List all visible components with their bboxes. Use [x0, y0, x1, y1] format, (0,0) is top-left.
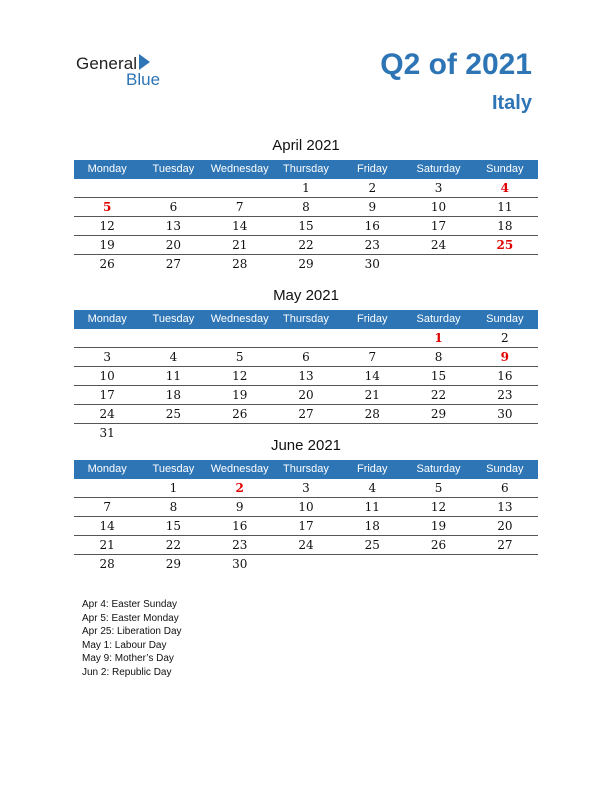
- day-cell: 25: [364, 538, 380, 552]
- day-cell: 1: [302, 181, 310, 195]
- day-cell: 2: [368, 181, 377, 195]
- empty-day-cell: [273, 329, 339, 347]
- weekday-saturday: Saturday: [416, 163, 461, 175]
- holiday-item: Jun 2: Republic Day: [82, 666, 172, 678]
- week-row: [74, 198, 538, 217]
- week-row: [74, 555, 538, 573]
- day-cell: 3: [302, 481, 310, 495]
- weekday-thursday: Thursday: [283, 313, 329, 325]
- day-cell: 15: [430, 369, 447, 383]
- week-row: [74, 536, 538, 555]
- empty-day-cell: [74, 479, 140, 497]
- empty-day-cell: [140, 179, 206, 197]
- month-title: June 2021: [270, 437, 342, 454]
- day-cell: 21: [232, 238, 248, 252]
- day-cell: 9: [235, 500, 244, 514]
- weekday-header-row: [74, 160, 538, 179]
- day-cell: 26: [99, 257, 115, 271]
- day-cell: 21: [99, 538, 115, 552]
- empty-day-cell: [405, 555, 471, 573]
- day-cell: 29: [430, 407, 447, 421]
- day-cell: 16: [232, 519, 248, 533]
- day-cell: 19: [232, 388, 248, 402]
- day-cell: 18: [364, 519, 380, 533]
- empty-day-cell: [207, 329, 273, 347]
- day-cell: 7: [103, 500, 111, 514]
- week-row: [74, 386, 538, 405]
- weekday-sunday: Sunday: [486, 463, 524, 475]
- day-cell: 4: [169, 350, 178, 364]
- day-cell: 30: [364, 257, 380, 271]
- week-row: [74, 236, 538, 255]
- day-cell: 28: [364, 407, 380, 421]
- holiday-item: May 1: Labour Day: [82, 639, 167, 651]
- weekday-wednesday: Wednesday: [210, 163, 269, 175]
- day-cell: 21: [364, 388, 380, 402]
- weekday-monday: Monday: [87, 463, 127, 475]
- day-cell: 18: [165, 388, 182, 402]
- day-cell: 7: [235, 200, 244, 214]
- day-cell: 17: [298, 519, 314, 533]
- weekday-header-row: [74, 460, 538, 479]
- day-cell: 6: [501, 481, 509, 495]
- day-cell: 1: [169, 481, 178, 495]
- day-cell: 5: [235, 350, 244, 364]
- day-cell: 25: [496, 238, 514, 252]
- day-cell: 18: [497, 219, 513, 233]
- day-cell: 27: [165, 257, 182, 271]
- day-cell: 14: [99, 519, 115, 533]
- brand-blue-text: Blue: [126, 70, 161, 89]
- brand-general-text: General: [76, 54, 138, 73]
- day-cell: 3: [434, 181, 443, 195]
- day-cell: 23: [364, 238, 380, 252]
- empty-day-cell: [339, 555, 405, 573]
- day-cell: 22: [430, 388, 447, 402]
- day-cell: 9: [368, 200, 377, 214]
- day-cell: 24: [430, 238, 447, 252]
- month-title: April 2021: [272, 137, 340, 154]
- day-cell: 4: [500, 181, 509, 195]
- day-cell: 29: [165, 557, 182, 571]
- weekday-wednesday: Wednesday: [210, 463, 269, 475]
- day-cell: 26: [232, 407, 248, 421]
- day-cell: 11: [364, 500, 380, 514]
- day-cell: 2: [501, 331, 509, 345]
- weekday-tuesday: Tuesday: [152, 313, 195, 325]
- day-cell: 30: [497, 407, 513, 421]
- holiday-list: [82, 598, 182, 679]
- day-cell: 11: [165, 369, 182, 383]
- day-cell: 26: [430, 538, 447, 552]
- weekday-header-row: [74, 310, 538, 329]
- day-cell: 9: [500, 350, 509, 364]
- empty-day-cell: [472, 255, 538, 273]
- day-cell: 1: [434, 331, 443, 345]
- week-row: [74, 255, 538, 273]
- weekday-sunday: Sunday: [486, 163, 524, 175]
- day-cell: 13: [165, 219, 182, 233]
- weekday-saturday: Saturday: [416, 313, 461, 325]
- holiday-item: Apr 25: Liberation Day: [82, 626, 182, 637]
- day-cell: 20: [165, 238, 182, 252]
- day-cell: 20: [298, 388, 314, 402]
- day-cell: 17: [99, 388, 115, 402]
- month-may: [74, 286, 538, 442]
- day-cell: 19: [99, 238, 115, 252]
- weekday-wednesday: Wednesday: [210, 313, 269, 325]
- weekday-saturday: Saturday: [416, 463, 461, 475]
- day-cell: 12: [99, 219, 115, 233]
- day-cell: 31: [99, 426, 115, 440]
- empty-day-cell: [472, 555, 538, 573]
- month-april: [74, 136, 538, 273]
- empty-day-cell: [74, 329, 140, 347]
- day-cell: 27: [497, 538, 513, 552]
- day-cell: 19: [430, 519, 447, 533]
- month-june: [74, 436, 538, 573]
- day-cell: 7: [368, 350, 377, 364]
- month-title: May 2021: [273, 287, 339, 304]
- day-cell: 16: [497, 369, 513, 383]
- empty-day-cell: [207, 179, 273, 197]
- weekday-monday: Monday: [87, 313, 127, 325]
- day-cell: 20: [497, 519, 513, 533]
- day-cell: 30: [232, 557, 248, 571]
- empty-day-cell: [273, 555, 339, 573]
- week-row: [74, 348, 538, 367]
- day-cell: 28: [99, 557, 115, 571]
- day-cell: 15: [298, 219, 314, 233]
- day-cell: 14: [232, 219, 248, 233]
- country-name: Italy: [491, 92, 532, 114]
- day-cell: 5: [434, 481, 443, 495]
- day-cell: 28: [232, 257, 248, 271]
- empty-day-cell: [339, 329, 405, 347]
- day-cell: 13: [497, 500, 513, 514]
- day-cell: 23: [497, 388, 513, 402]
- day-cell: 13: [298, 369, 314, 383]
- week-row: [74, 179, 538, 198]
- day-cell: 10: [430, 200, 447, 214]
- holiday-item: May 9: Mother’s Day: [82, 653, 174, 664]
- day-cell: 12: [232, 369, 248, 383]
- day-cell: 12: [430, 500, 447, 514]
- weekday-thursday: Thursday: [283, 163, 329, 175]
- day-cell: 16: [364, 219, 380, 233]
- weekday-tuesday: Tuesday: [152, 463, 195, 475]
- day-cell: 23: [232, 538, 248, 552]
- day-cell: 5: [102, 200, 112, 214]
- day-cell: 6: [169, 200, 178, 214]
- day-cell: 8: [302, 200, 310, 214]
- day-cell: 24: [298, 538, 314, 552]
- day-cell: 22: [298, 238, 314, 252]
- day-cell: 4: [368, 481, 377, 495]
- day-cell: 10: [298, 500, 314, 514]
- weekday-friday: Friday: [356, 163, 388, 175]
- week-row: [74, 498, 538, 517]
- empty-day-cell: [405, 255, 471, 273]
- week-row: [74, 329, 538, 348]
- weekday-thursday: Thursday: [283, 463, 329, 475]
- day-cell: 8: [169, 500, 178, 514]
- week-row: [74, 217, 538, 236]
- weekday-sunday: Sunday: [486, 313, 524, 325]
- week-row: [74, 479, 538, 498]
- day-cell: 14: [364, 369, 380, 383]
- day-cell: 22: [165, 538, 182, 552]
- day-cell: 15: [165, 519, 182, 533]
- empty-day-cell: [140, 329, 206, 347]
- day-cell: 29: [298, 257, 314, 271]
- day-cell: 2: [235, 481, 244, 495]
- day-cell: 6: [302, 350, 310, 364]
- day-cell: 27: [298, 407, 314, 421]
- day-cell: 8: [434, 350, 443, 364]
- weekday-tuesday: Tuesday: [152, 163, 195, 175]
- holiday-item: Apr 4: Easter Sunday: [82, 599, 178, 610]
- empty-day-cell: [74, 179, 140, 197]
- brand-triangle-icon: [139, 54, 150, 70]
- weekday-monday: Monday: [87, 163, 127, 175]
- day-cell: 3: [103, 350, 111, 364]
- day-cell: 25: [165, 407, 182, 421]
- week-row: [74, 367, 538, 386]
- day-cell: 11: [497, 200, 513, 214]
- week-row: [74, 405, 538, 424]
- week-row: [74, 517, 538, 536]
- holiday-item: Apr 5: Easter Monday: [82, 612, 179, 624]
- weekday-friday: Friday: [356, 463, 388, 475]
- day-cell: 17: [430, 219, 447, 233]
- weekday-friday: Friday: [356, 313, 388, 325]
- page-title: Q2 of 2021: [380, 48, 532, 81]
- day-cell: 10: [99, 369, 115, 383]
- brand-logo: [76, 50, 176, 90]
- day-cell: 24: [99, 407, 115, 421]
